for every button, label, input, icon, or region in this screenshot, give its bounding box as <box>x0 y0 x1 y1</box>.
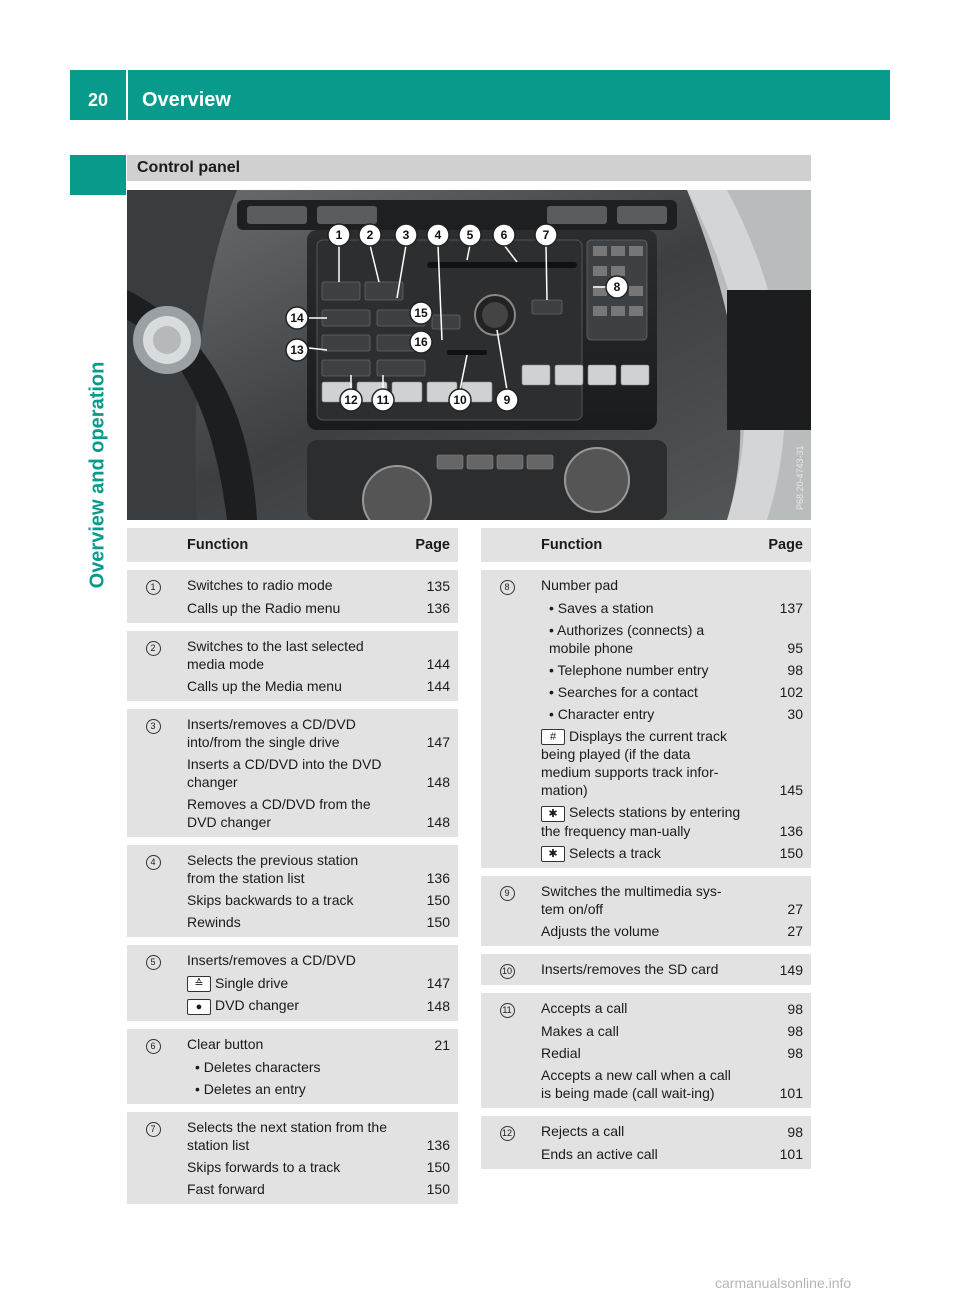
function-text <box>187 970 390 992</box>
function-text <box>187 992 390 1014</box>
page-reference: 150 <box>426 1180 450 1197</box>
function-text <box>541 657 743 679</box>
control-panel-photo <box>127 190 811 520</box>
function-label: Searches for a contact <box>557 684 698 700</box>
page-reference: 27 <box>787 900 803 917</box>
table-row <box>127 595 458 617</box>
table-row <box>481 679 811 701</box>
item-number <box>127 1112 179 1137</box>
function-text <box>541 954 743 978</box>
row-bottom-pad <box>481 1163 811 1169</box>
bullet: • <box>549 600 558 616</box>
item-number <box>127 709 179 734</box>
row-spacer <box>481 868 811 876</box>
function-text <box>541 918 743 940</box>
page-reference: 98 <box>787 1022 803 1039</box>
table-row <box>481 1062 811 1102</box>
item-number <box>127 845 179 870</box>
function-label: DVD changer <box>215 997 300 1014</box>
function-text <box>187 709 390 751</box>
callout-4: 4 <box>434 228 442 242</box>
function-label: Selects the next station from the station list <box>187 1118 387 1153</box>
callout-10: 10 <box>453 393 467 407</box>
header-title: Overview <box>142 89 231 111</box>
table-row <box>127 1112 458 1154</box>
page-reference: 136 <box>779 822 803 839</box>
page-reference: 148 <box>426 997 450 1014</box>
function-text <box>541 876 743 918</box>
page-reference: 95 <box>787 640 803 656</box>
function-text <box>187 1029 390 1053</box>
function-label: Number pad <box>541 577 619 593</box>
table-row <box>481 993 811 1018</box>
function-label: Selects a track <box>569 844 661 861</box>
table-row <box>481 1018 811 1040</box>
function-text <box>187 595 390 617</box>
row-spacer <box>481 946 811 954</box>
function-text <box>187 845 390 887</box>
function-label: Displays the current track being played (if the data medium supports track infor-mation) <box>541 728 727 799</box>
table-row <box>127 673 458 695</box>
table-row <box>481 954 811 979</box>
function-text <box>187 751 390 791</box>
row-spacer <box>127 1104 458 1112</box>
item-number-circle: 1 <box>146 580 161 595</box>
row-spacer <box>127 562 458 570</box>
page-reference: 98 <box>787 1123 803 1140</box>
item-number <box>481 570 533 595</box>
table-row <box>481 1141 811 1163</box>
table-row <box>481 595 811 617</box>
table-row <box>127 1076 458 1098</box>
button-symbol-icon: ✱ <box>541 806 565 822</box>
header-divider <box>126 70 128 120</box>
item-number <box>481 954 533 979</box>
button-symbol-icon: ✱ <box>541 846 565 862</box>
function-label: Adjusts the volume <box>541 922 660 939</box>
callout-9: 9 <box>503 393 511 407</box>
function-label: Deletes characters <box>203 1058 321 1075</box>
item-number <box>127 570 179 595</box>
page-reference: 136 <box>426 870 450 886</box>
table-row <box>127 791 458 831</box>
table-row <box>481 840 811 862</box>
item-number <box>127 631 179 656</box>
table-row <box>127 945 458 970</box>
table-row <box>127 845 458 887</box>
right-function-table <box>481 528 811 1169</box>
table-header-function: Function <box>179 528 394 562</box>
callout-14: 14 <box>290 311 304 325</box>
table-row <box>127 1154 458 1176</box>
bullet: • <box>549 622 558 638</box>
item-number-circle: 5 <box>146 955 161 970</box>
function-label: Inserts a CD/DVD into the DVD changer <box>187 756 382 790</box>
function-label: Inserts/removes the SD card <box>541 960 719 977</box>
function-text <box>187 1112 390 1154</box>
image-code: P68.20-4743-31 <box>795 445 805 510</box>
row-spacer <box>127 1021 458 1029</box>
function-text <box>541 595 743 617</box>
button-symbol-icon: # <box>541 729 565 745</box>
table-row <box>127 970 458 992</box>
table-row <box>127 1054 458 1076</box>
page-reference: 98 <box>787 1000 803 1017</box>
item-number-circle: 6 <box>146 1039 161 1054</box>
function-label: Character entry <box>557 706 655 722</box>
callout-13: 13 <box>290 343 304 357</box>
callout-15: 15 <box>414 306 428 320</box>
table-row <box>481 1040 811 1062</box>
page-reference: 98 <box>787 662 803 678</box>
function-label: Inserts/removes a CD/DVD <box>187 952 356 968</box>
callout-6: 6 <box>500 228 508 242</box>
function-label: Single drive <box>215 975 289 991</box>
page-reference: 147 <box>426 734 450 750</box>
function-label: Fast forward <box>187 1180 265 1197</box>
page-reference: 101 <box>779 1084 803 1101</box>
function-label: Rejects a call <box>541 1122 625 1139</box>
function-text <box>541 723 743 799</box>
table-row <box>127 1029 458 1054</box>
page-reference: 102 <box>779 684 803 700</box>
function-text <box>187 631 390 673</box>
bullet: • <box>195 1080 204 1097</box>
row-spacer <box>481 1108 811 1116</box>
table-row <box>481 799 811 839</box>
footer-watermark: carmanualsonline.info <box>715 1275 852 1291</box>
function-text <box>187 1054 390 1076</box>
button-symbol-icon: ≙ <box>187 976 211 992</box>
function-text <box>541 1116 743 1140</box>
page-reference: 147 <box>426 975 450 992</box>
bullet: • <box>549 662 558 678</box>
item-number <box>481 993 533 1018</box>
function-text <box>187 1176 390 1198</box>
table-row <box>127 887 458 909</box>
callout-7: 7 <box>542 228 550 242</box>
table-row <box>481 617 811 657</box>
callout-3: 3 <box>402 228 410 242</box>
function-label: Authorizes (connects) a mobile phone <box>549 622 705 656</box>
function-label: Redial <box>541 1044 581 1061</box>
item-number <box>481 1116 533 1141</box>
function-label: Deletes an entry <box>203 1080 306 1097</box>
page-reference: 101 <box>779 1145 803 1162</box>
row-bottom-pad <box>127 1198 458 1204</box>
table-header-num <box>127 528 179 562</box>
page-reference: 136 <box>426 600 450 616</box>
function-text <box>541 617 743 657</box>
table-header-page: Page <box>394 528 458 562</box>
function-text <box>187 909 390 931</box>
row-spacer <box>127 937 458 945</box>
page-reference: 136 <box>426 1136 450 1153</box>
row-spacer <box>127 701 458 709</box>
page-reference: 150 <box>779 844 803 861</box>
function-label: Inserts/removes a CD/DVD into/from the single drive <box>187 716 356 750</box>
button-symbol-icon: ● <box>187 999 211 1015</box>
item-number-circle: 9 <box>500 886 515 901</box>
callout-8: 8 <box>613 280 621 294</box>
page-reference: 150 <box>426 1158 450 1175</box>
table-row <box>127 909 458 931</box>
table-row <box>481 918 811 940</box>
function-label: Removes a CD/DVD from the DVD changer <box>187 796 371 830</box>
function-label: Selects stations by entering the frequency man-ually <box>541 804 741 839</box>
row-spacer <box>127 623 458 631</box>
function-label: Calls up the Media menu <box>187 678 342 694</box>
row-spacer <box>481 562 811 570</box>
function-text <box>187 570 390 594</box>
table-row <box>127 1176 458 1198</box>
table-row <box>481 723 811 799</box>
function-label: Selects the previous station from the station list <box>187 852 359 886</box>
item-number-circle: 8 <box>500 580 515 595</box>
item-number-circle: 12 <box>500 1126 515 1141</box>
function-text <box>541 1062 743 1102</box>
table-row <box>127 992 458 1014</box>
table-row <box>481 701 811 723</box>
page-reference: 27 <box>787 922 803 939</box>
table-row <box>127 570 458 595</box>
page-reference: 137 <box>779 600 803 616</box>
function-text <box>187 945 390 969</box>
page-reference: 144 <box>426 678 450 694</box>
sidebar-chapter-title: Overview and operation <box>86 361 109 589</box>
callout-16: 16 <box>414 335 428 349</box>
item-number-circle: 2 <box>146 641 161 656</box>
page-header <box>70 70 890 120</box>
page-reference: 30 <box>787 706 803 722</box>
table-header-page: Page <box>747 528 811 562</box>
function-text <box>541 701 743 723</box>
function-text <box>541 570 743 594</box>
page-reference: 21 <box>434 1036 450 1053</box>
function-text <box>187 1154 390 1176</box>
function-label: Telephone number entry <box>557 662 709 678</box>
item-number-circle: 3 <box>146 719 161 734</box>
page-reference: 149 <box>779 961 803 978</box>
function-label: Accepts a call <box>541 999 628 1016</box>
callout-5: 5 <box>466 228 474 242</box>
table-row <box>481 1116 811 1141</box>
function-label: Accepts a new call when a call is being made (call wait-ing) <box>541 1066 731 1101</box>
table-header-function: Function <box>533 528 747 562</box>
sidebar-tab <box>70 155 126 195</box>
page-reference: 145 <box>779 782 803 799</box>
table-header-num <box>481 528 533 562</box>
page-reference: 150 <box>426 914 450 930</box>
page-reference: 150 <box>426 892 450 908</box>
bullet: • <box>195 1058 204 1075</box>
function-text <box>541 840 743 862</box>
section-heading <box>127 155 811 181</box>
table-row <box>481 570 811 595</box>
page-reference: 148 <box>426 774 450 790</box>
function-label: Skips forwards to a track <box>187 1158 341 1175</box>
item-number-circle: 7 <box>146 1122 161 1137</box>
item-number-circle: 11 <box>500 1003 515 1018</box>
bullet: • <box>549 684 558 700</box>
item-number <box>127 945 179 970</box>
table-row <box>481 876 811 918</box>
function-label: Skips backwards to a track <box>187 892 354 908</box>
bullet: • <box>549 706 558 722</box>
function-text <box>187 673 390 695</box>
callout-12: 12 <box>344 393 358 407</box>
function-label: Clear button <box>187 1035 264 1052</box>
function-text <box>187 1076 390 1098</box>
page-reference: 144 <box>426 656 450 672</box>
function-text <box>541 1018 743 1040</box>
function-label: Rewinds <box>187 914 241 930</box>
page-reference: 135 <box>426 578 450 594</box>
function-text <box>541 799 743 839</box>
function-text <box>541 1040 743 1062</box>
table-row <box>127 751 458 791</box>
function-label: Switches to radio mode <box>187 577 333 593</box>
function-label: Switches to the last selected media mode <box>187 638 364 672</box>
function-text <box>541 993 743 1017</box>
function-label: Makes a call <box>541 1022 619 1039</box>
item-number-circle: 4 <box>146 855 161 870</box>
function-text <box>541 679 743 701</box>
page-reference: 98 <box>787 1044 803 1061</box>
item-number-circle: 10 <box>500 964 515 979</box>
table-row <box>481 657 811 679</box>
function-label: Switches the multimedia sys-tem on/off <box>541 882 722 917</box>
function-label: Saves a station <box>557 600 654 616</box>
callout-11: 11 <box>376 393 390 407</box>
function-label: Calls up the Radio menu <box>187 600 341 616</box>
item-number <box>481 876 533 901</box>
row-spacer <box>127 837 458 845</box>
row-spacer <box>481 985 811 993</box>
page-number: 20 <box>87 90 109 110</box>
table-row <box>127 631 458 673</box>
callout-2: 2 <box>366 228 374 242</box>
function-text <box>541 1141 743 1163</box>
function-text <box>187 887 390 909</box>
function-text <box>187 791 390 831</box>
callout-1: 1 <box>335 228 343 242</box>
left-function-table <box>127 528 458 1204</box>
table-row <box>127 709 458 751</box>
item-number <box>127 1029 179 1054</box>
section-title: Control panel <box>137 159 241 176</box>
function-label: Ends an active call <box>541 1145 658 1162</box>
page-reference: 148 <box>426 814 450 830</box>
